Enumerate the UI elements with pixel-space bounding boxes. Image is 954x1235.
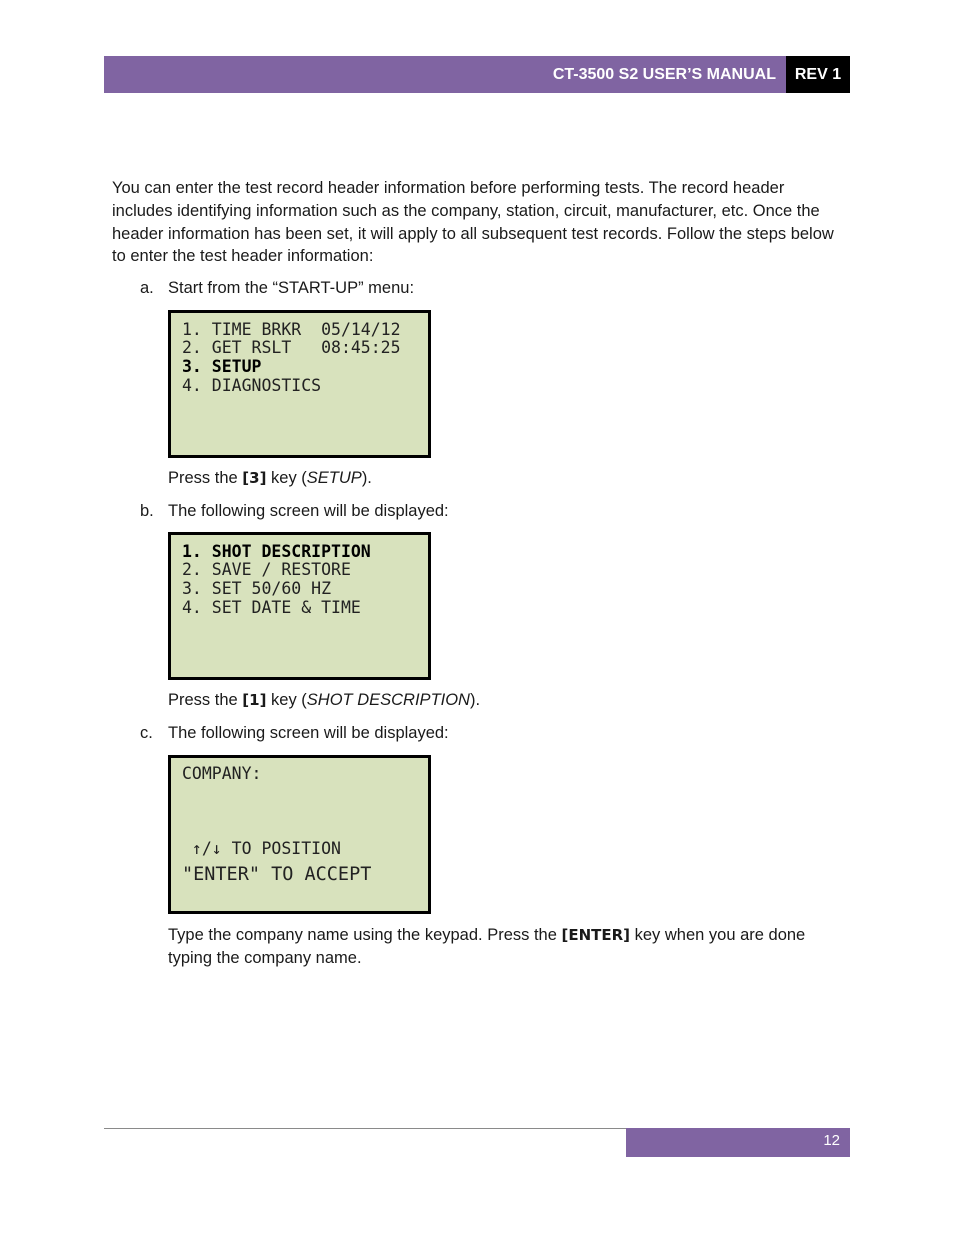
note-text: key when you are done typing the company name. xyxy=(168,926,806,967)
step-a xyxy=(140,277,414,299)
note-emphasis: SETUP xyxy=(306,469,362,487)
lcd-line: 2. SAVE / RESTORE xyxy=(182,560,351,579)
lcd-line: ↑/↓ TO POSITION xyxy=(182,839,341,858)
lcd-line: 3. SET 50/60 HZ xyxy=(182,579,332,598)
lcd-setup-menu xyxy=(168,532,431,680)
revision-badge: REV 1 xyxy=(786,56,850,93)
lcd-company-entry xyxy=(168,755,431,914)
footer-bar xyxy=(626,1128,850,1157)
step-text: The following screen will be displayed: xyxy=(168,724,449,742)
lcd-line-selected: 3. SETUP xyxy=(182,357,262,376)
note-text: ). xyxy=(361,469,372,487)
lcd-line: COMPANY: xyxy=(182,764,262,783)
step-marker: b. xyxy=(140,502,154,520)
note-text: Press the xyxy=(168,469,243,487)
step-text: The following screen will be displayed: xyxy=(168,502,449,520)
header-bar xyxy=(104,56,786,93)
lcd-line: 1. TIME BRKR 05/14/12 xyxy=(182,320,401,339)
lcd-line: 2. GET RSLT 08:45:25 xyxy=(182,338,401,357)
page-number: 12 xyxy=(823,1132,840,1149)
step-b-note xyxy=(168,689,848,712)
lcd-line: 4. SET DATE & TIME xyxy=(182,598,361,617)
lcd-line: "ENTER" TO ACCEPT xyxy=(182,864,372,885)
key-label: [3] xyxy=(242,469,267,487)
key-label: [1] xyxy=(242,691,267,709)
step-text: Start from the “START-UP” menu: xyxy=(168,279,415,297)
lcd-line: 4. DIAGNOSTICS xyxy=(182,376,322,395)
intro-paragraph: You can enter the test record header information before performing tests. The record header includes identifying information such as the company, station, circuit, manufacturer, etc. Once the header information has been set, it will apply to all subsequent test records. Follow the steps below to enter the test header information: xyxy=(112,179,834,266)
step-b xyxy=(140,500,449,522)
step-a-note xyxy=(168,467,848,490)
note-text: Type the company name using the keypad. Press the xyxy=(168,926,562,944)
step-marker: c. xyxy=(140,724,153,742)
step-c xyxy=(140,722,449,744)
step-c-note xyxy=(168,924,848,970)
manual-title: CT-3500 S2 USER’S MANUAL xyxy=(552,66,776,83)
lcd-startup-menu xyxy=(168,310,431,458)
key-label: [ENTER] xyxy=(561,926,631,944)
note-text: key ( xyxy=(266,691,307,709)
note-emphasis: SHOT DESCRIPTION xyxy=(306,691,470,709)
note-text: key ( xyxy=(266,469,307,487)
note-text: Press the xyxy=(168,691,243,709)
note-text: ). xyxy=(469,691,481,709)
footer-rule xyxy=(104,1128,626,1129)
lcd-line-selected: 1. SHOT DESCRIPTION xyxy=(182,542,371,561)
step-marker: a. xyxy=(140,279,154,297)
